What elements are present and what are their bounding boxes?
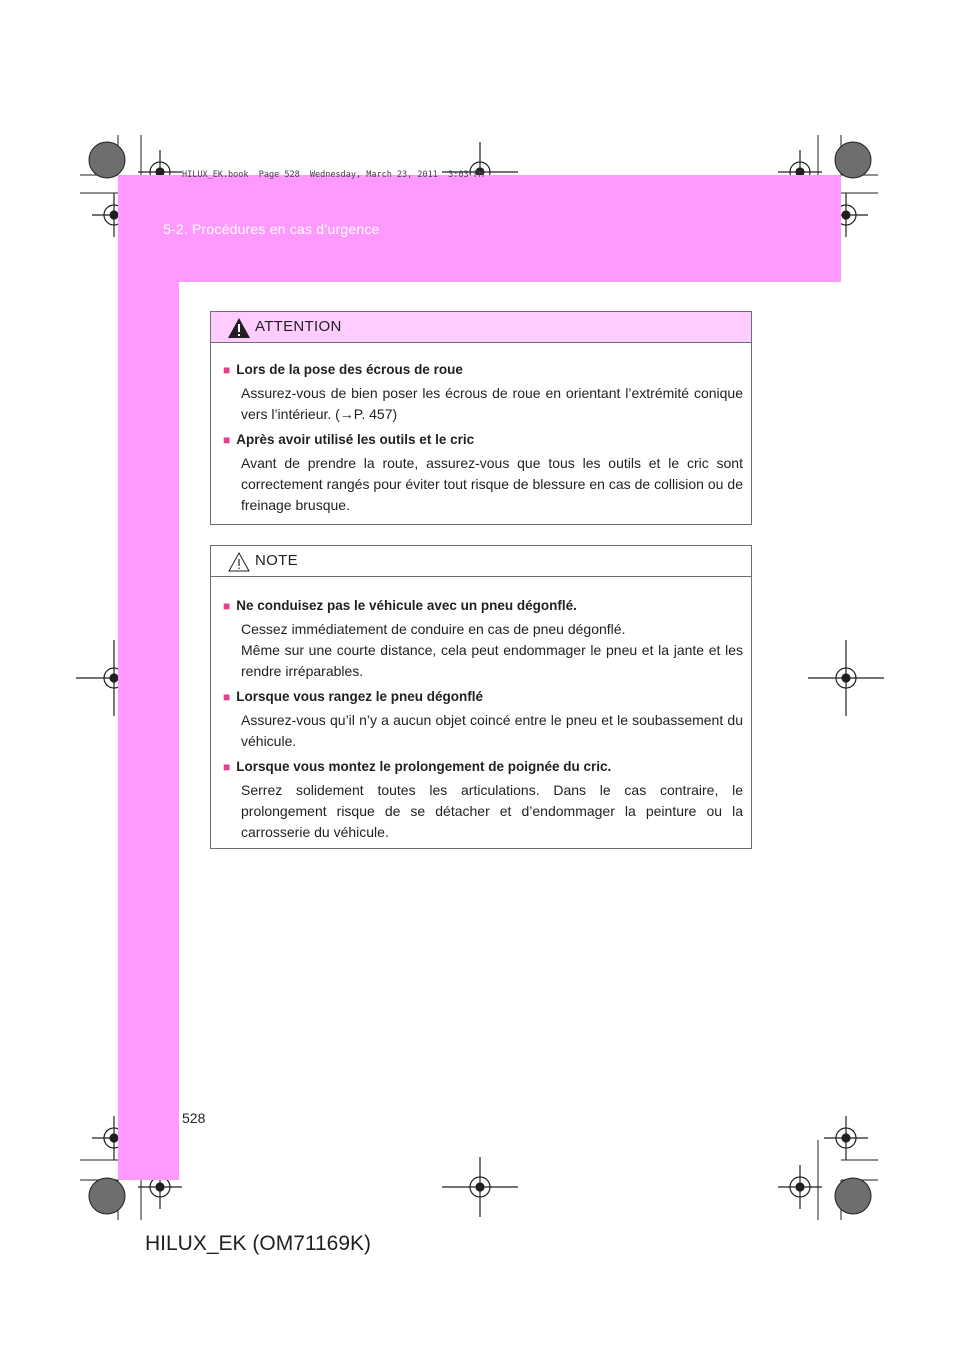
note-item-title: ■ Lorsque vous rangez le pneu dégonflé: [223, 689, 484, 704]
attention-header: [211, 312, 751, 343]
attention-item-text: Assurez-vous de bien poser les écrous de roue en orientant l’extrémité conique vers l’intérieur. (→P. 457): [241, 385, 743, 422]
attention-box: [210, 311, 752, 525]
warning-icon: [227, 317, 251, 339]
note-item-text: Assurez-vous qu’il n’y a aucun objet coincé entre le pneu et le soubassement du véhicule.: [241, 712, 743, 749]
model-code: HILUX_EK (OM71169K): [145, 1232, 372, 1255]
note-item-text: Cessez immédiatement de conduire en cas de pneu dégonflé.: [241, 621, 626, 637]
page-number: 528: [182, 1110, 206, 1126]
note-item-title: ■ Lorsque vous montez le prolongement de poignée du cric.: [223, 759, 612, 774]
side-band: [118, 282, 179, 1180]
note-header: [211, 546, 751, 577]
caution-outline-icon: [227, 551, 251, 573]
section-title: 5-2. Procédures en cas d’urgence: [163, 221, 380, 237]
attention-item-title: ■ Lors de la pose des écrous de roue: [223, 362, 463, 377]
attention-item-title: ■ Après avoir utilisé les outils et le cric: [223, 432, 475, 447]
note-item-text: Même sur une courte distance, cela peut endommager le pneu et la jante et les rendre irréparables.: [241, 642, 743, 679]
print-info: HILUX_EK.book Page 528 Wednesday, March 23, 2011 3:03 PM: [182, 170, 484, 180]
note-box: [210, 545, 752, 849]
note-item-title: ■ Ne conduisez pas le véhicule avec un pneu dégonflé.: [223, 598, 577, 613]
attention-title: ATTENTION: [255, 318, 342, 335]
note-title: NOTE: [255, 552, 298, 569]
attention-item-text: Avant de prendre la route, assurez-vous que tous les outils et le cric sont correctement rangés pour éviter tout risque de blessure en cas de collision ou de freinage brusque.: [241, 455, 743, 513]
note-item-text: Serrez solidement toutes les articulations. Dans le cas contraire, le prolongement risque de se détacher et d’endommager la peinture ou la carrosserie du véhicule.: [241, 782, 743, 840]
